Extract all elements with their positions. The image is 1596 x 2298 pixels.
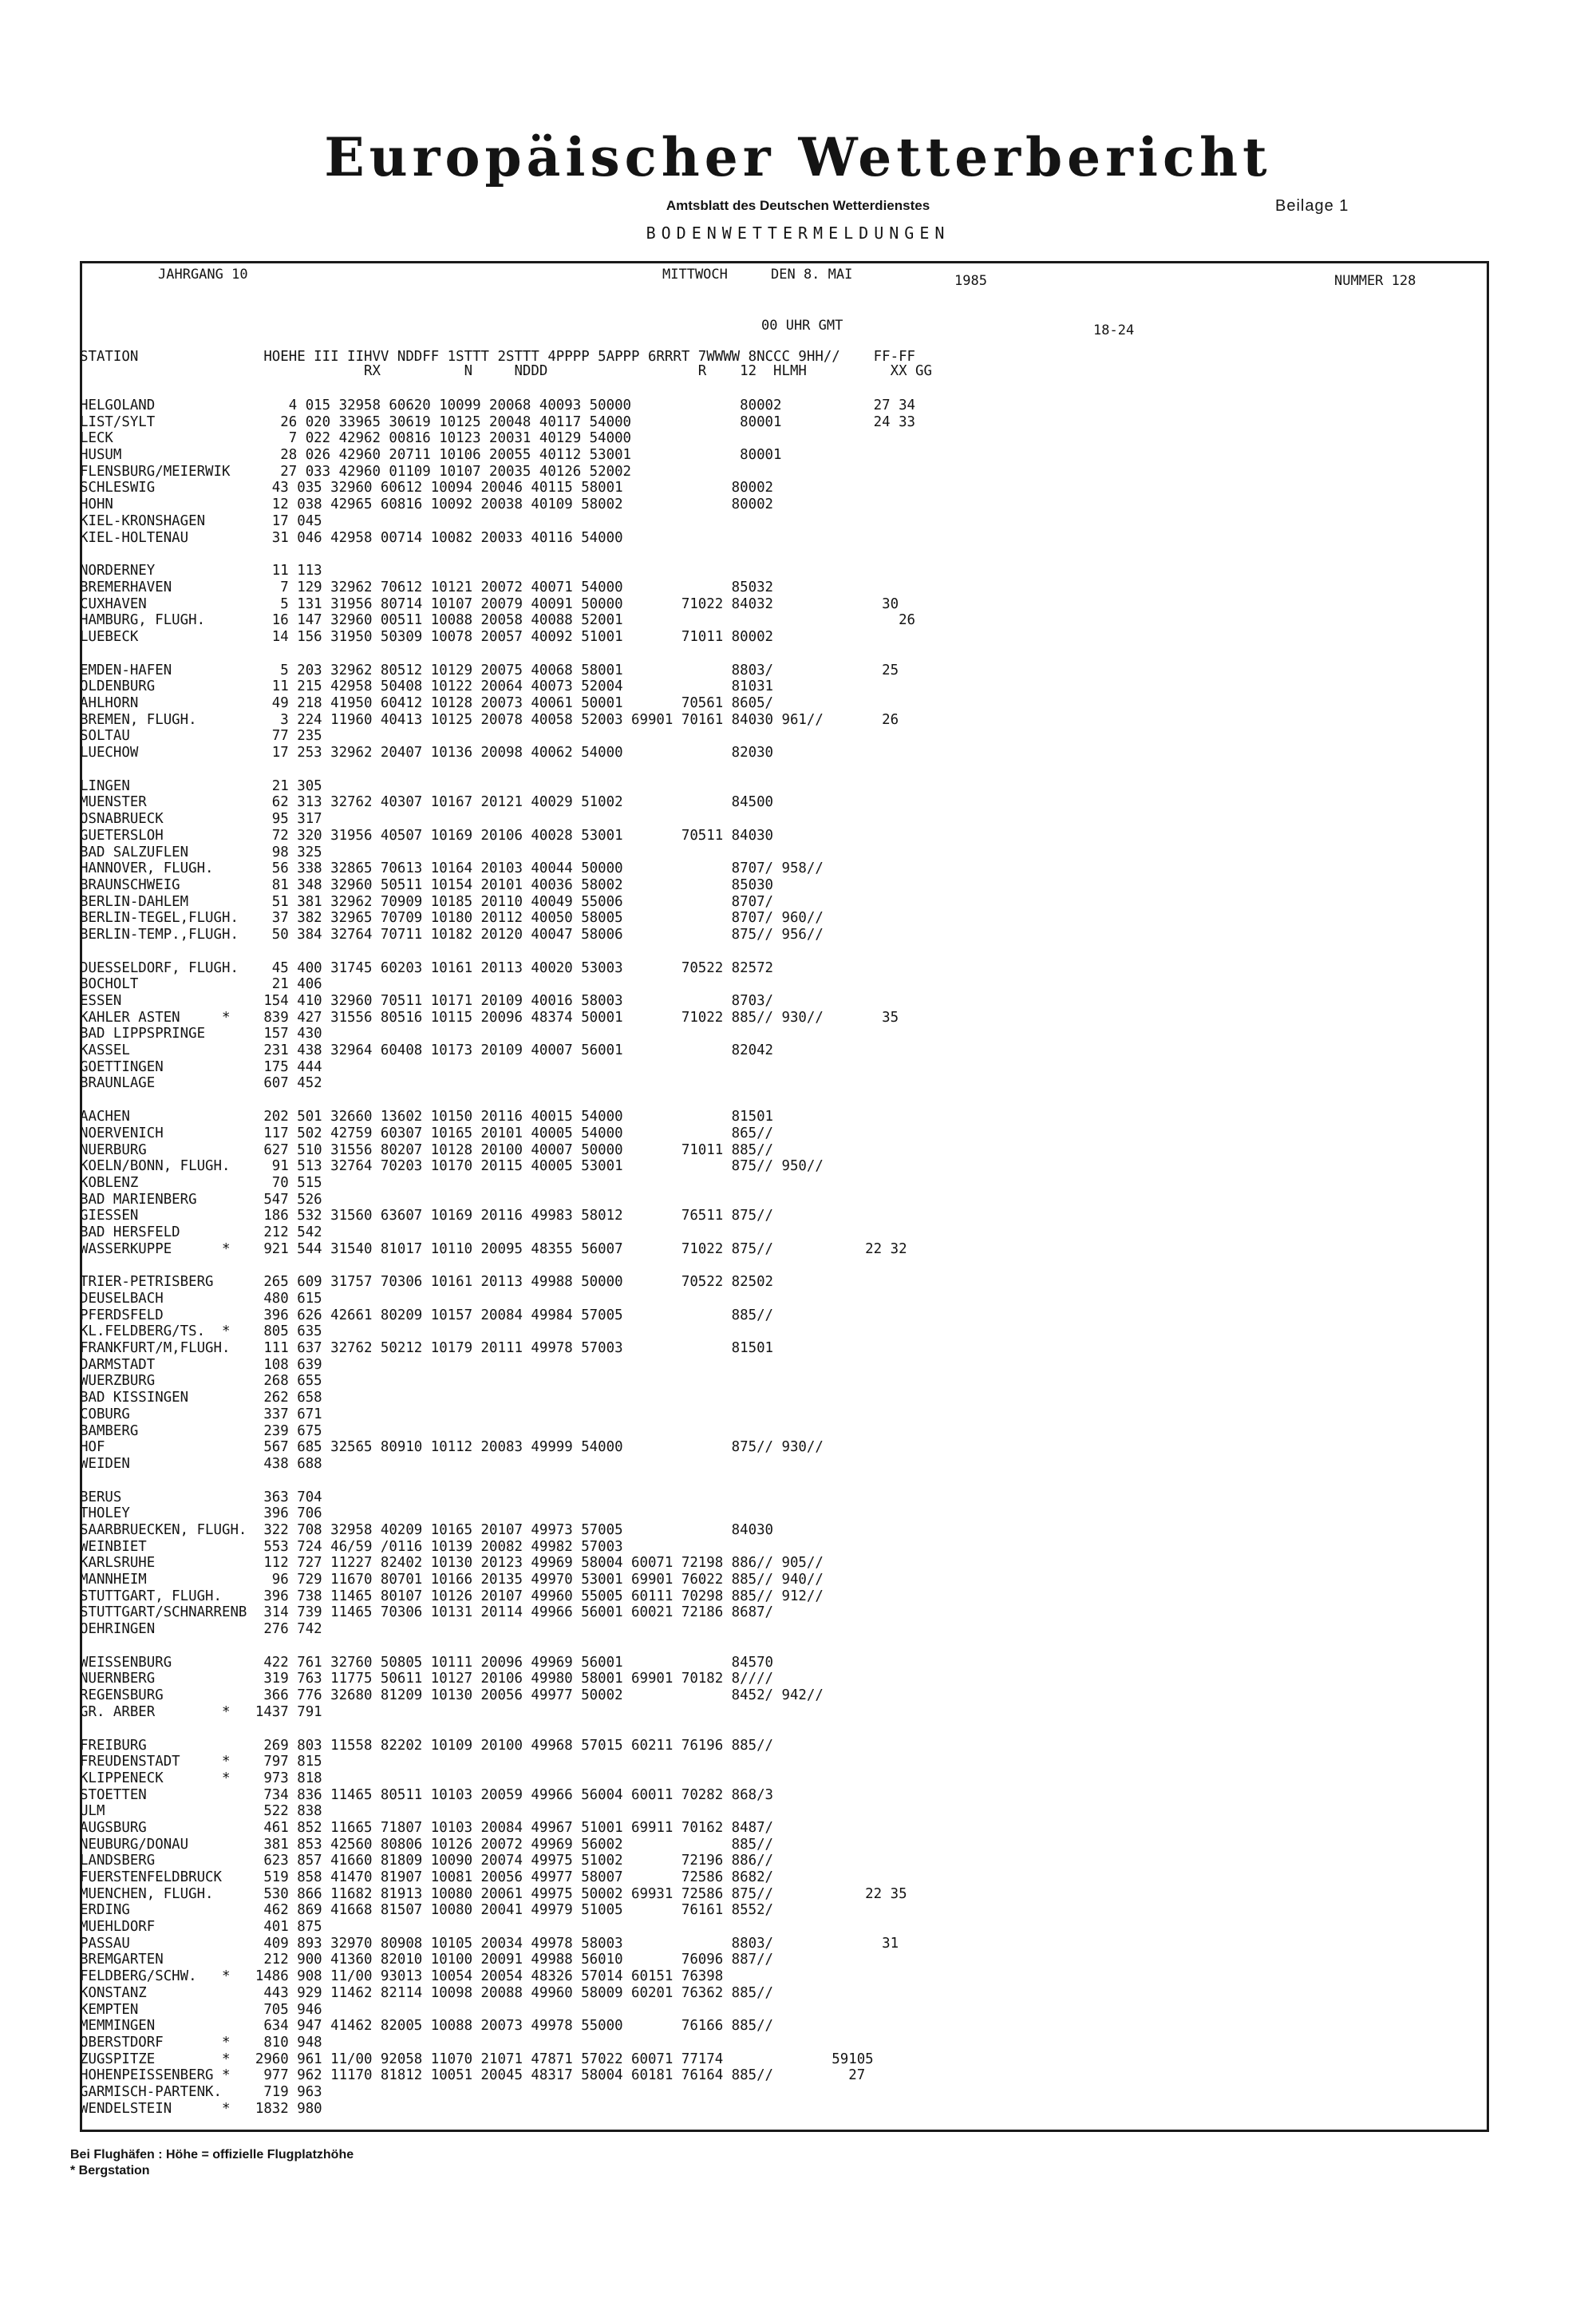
table-row: SOLTAU 77 235 (80, 728, 322, 745)
table-row: DARMSTADT 108 639 (80, 1356, 322, 1373)
table-row: KIEL-KRONSHAGEN 17 045 (80, 512, 322, 529)
table-row: OSNABRUECK 95 317 (80, 811, 322, 828)
table-row: OEHRINGEN 276 742 (80, 1621, 322, 1638)
table-row: SAARBRUECKEN, FLUGH. 322 708 32958 40209 10165 20107 49973 57005 84030 (80, 1521, 774, 1538)
table-row: BERLIN-TEMP.,FLUGH. 50 384 32764 70711 10182 20120 40047 58006 875// 956// (80, 926, 824, 943)
table-row: COBURG 337 671 (80, 1406, 322, 1422)
table-row: GUETERSLOH 72 320 31956 40507 10169 20106 40028 53001 70511 84030 (80, 827, 774, 844)
date-label: DEN 8. MAI (771, 267, 853, 283)
table-row: WENDELSTEIN * 1832 980 (80, 2100, 322, 2117)
table-row: NOERVENICH 117 502 42759 60307 10165 20101 40005 54000 865// (80, 1125, 774, 1141)
footnote-mountain-station: * Bergstation (70, 2164, 150, 2177)
table-row: NUERNBERG 319 763 11775 50611 10127 20106 49980 58001 69901 70182 8//// (80, 1671, 774, 1687)
weekday-label: MITTWOCH (662, 267, 728, 283)
row-spacer (80, 646, 915, 663)
table-row: HOHENPEISSENBERG * 977 962 11170 81812 10051 20045 48317 58004 60181 76164 885// 27 (80, 2067, 866, 2084)
page-title: Europäischer Wetterbericht (324, 126, 1272, 188)
table-row: BERLIN-DAHLEM 51 381 32962 70909 10185 20110 40049 55006 8707/ (80, 893, 774, 910)
table-row: WUERZBURG 268 655 (80, 1373, 322, 1390)
table-row: NORDERNEY 11 113 (80, 563, 322, 579)
table-row: LANDSBERG 623 857 41660 81809 10090 20074 49975 51002 72196 886// (80, 1853, 774, 1869)
table-row: SCHLESWIG 43 035 32960 60612 10094 20046 40115 58001 80002 (80, 480, 774, 496)
jahrgang-label: JAHRGANG 10 (158, 267, 248, 283)
table-row: NEUBURG/DONAU 381 853 42560 80806 10126 20072 49969 56002 885// (80, 1836, 774, 1853)
table-row: LIST/SYLT 26 020 33965 30619 10125 20048 40117 54000 80001 24 33 (80, 413, 916, 430)
column-header-line-1: STATION HOEHE III IIHVV NDDFF 1STTT 2STTT 4PPPP 5APPP 6RRRT 7WWWW 8NCCC 9HH// FF-FF (80, 349, 916, 365)
table-row: LUEBECK 14 156 31950 50309 10078 20057 40092 51001 71011 80002 (80, 628, 774, 645)
nummer-label: NUMMER 128 (1334, 273, 1416, 289)
period-label: 18-24 (1093, 322, 1135, 338)
table-row: KIEL-HOLTENAU 31 046 42958 00714 10082 20033 40116 54000 (80, 529, 623, 546)
table-row: STUTTGART/SCHNARRENB 314 739 11465 70306 10131 20114 49966 56001 60021 72186 8687/ (80, 1604, 774, 1621)
table-row: WEIDEN 438 688 (80, 1455, 322, 1472)
table-row: FUERSTENFELDBRUCK 519 858 41470 81907 10081 20056 49977 58007 72586 8682/ (80, 1869, 774, 1885)
table-row: KL.FELDBERG/TS. * 805 635 (80, 1323, 322, 1340)
table-row: CUXHAVEN 5 131 31956 80714 10107 20079 40091 50000 71022 84032 30 (80, 595, 899, 612)
table-row: MEMMINGEN 634 947 41462 82005 10088 20073 49978 55000 76166 885// (80, 2018, 774, 2035)
column-header-line-2: RX N NDDD R 12 HLMH XX GG (80, 363, 932, 379)
table-row: BREMERHAVEN 7 129 32962 70612 10121 20072 40071 54000 85032 (80, 579, 774, 595)
table-row: FREUDENSTADT * 797 815 (80, 1754, 322, 1770)
row-spacer (80, 1473, 915, 1489)
footnote-airport-height: Bei Flughäfen : Höhe = offizielle Flugplatzhöhe (70, 2148, 354, 2162)
table-row: FLENSBURG/MEIERWIK 27 033 42960 01109 10107 20035 40126 52002 (80, 463, 632, 480)
table-row: WEINBIET 553 724 46/59 /0116 10139 20082 49982 57003 (80, 1538, 623, 1555)
table-row: BRAUNSCHWEIG 81 348 32960 50511 10154 20101 40036 58002 85030 (80, 876, 774, 893)
table-row: PFERDSFELD 396 626 42661 80209 10157 20084 49984 57005 885// (80, 1307, 774, 1323)
column-headers (80, 350, 932, 378)
table-row: LINGEN 21 305 (80, 777, 322, 794)
row-spacer (80, 546, 915, 563)
subtitle: Amtsblatt des Deutschen Wetterdienstes (666, 198, 930, 213)
row-spacer (80, 943, 915, 960)
table-row: FREIBURG 269 803 11558 82202 10109 20100 49968 57015 60211 76196 885// (80, 1737, 774, 1754)
table-row: HOF 567 685 32565 80910 10112 20083 49999 54000 875// 930// (80, 1439, 824, 1456)
table-row: GOETTINGEN 175 444 (80, 1058, 322, 1075)
table-row: AHLHORN 49 218 41950 60412 10128 20073 40061 50001 70561 8605/ (80, 695, 774, 711)
table-row: ULM 522 838 (80, 1803, 322, 1820)
table-row: DUESSELDORF, FLUGH. 45 400 31745 60203 10161 20113 40020 53003 70522 82572 (80, 959, 774, 976)
table-row: MANNHEIM 96 729 11670 80701 10166 20135 49970 53001 69901 76022 885// 940// (80, 1572, 824, 1588)
table-row: NUERBURG 627 510 31556 80207 10128 20100 40007 50000 71011 885// (80, 1141, 774, 1158)
table-row: PASSAU 409 893 32970 80908 10105 20034 49978 58003 8803/ 31 (80, 1935, 899, 1952)
footnotes (70, 2147, 354, 2179)
table-row: KEMPTEN 705 946 (80, 2001, 322, 2018)
table-row: BERUS 363 704 (80, 1489, 322, 1505)
table-row: BAMBERG 239 675 (80, 1422, 322, 1439)
table-row: GR. ARBER * 1437 791 (80, 1703, 322, 1720)
table-row: KLIPPENECK * 973 818 (80, 1770, 322, 1786)
table-row: ERDING 462 869 41668 81507 10080 20041 49979 51005 76161 8552/ (80, 1902, 774, 1919)
table-row: EMDEN-HAFEN 5 203 32962 80512 10129 20075 40068 58001 8803/ 25 (80, 662, 899, 678)
table-row: MUENCHEN, FLUGH. 530 866 11682 81913 10080 20061 49975 50002 69931 72586 875// 22 35 (80, 1885, 907, 1902)
table-row: STOETTEN 734 836 11465 80511 10103 20059 49966 56004 60011 70282 868/3 (80, 1786, 774, 1803)
table-row: HANNOVER, FLUGH. 56 338 32865 70613 10164 20103 40044 50000 8707/ 958// (80, 860, 824, 877)
table-row: BAD SALZUFLEN 98 325 (80, 844, 322, 860)
table-row: BERLIN-TEGEL,FLUGH. 37 382 32965 70709 10180 20112 40050 58005 8707/ 960// (80, 910, 824, 927)
row-spacer (80, 1092, 915, 1109)
table-row: HAMBURG, FLUGH. 16 147 32960 00511 10088 20058 40088 52001 26 (80, 612, 916, 629)
table-row: DEUSELBACH 480 615 (80, 1291, 322, 1307)
table-row: MUEHLDORF 401 875 (80, 1919, 322, 1936)
table-row: BREMEN, FLUGH. 3 224 11960 40413 10125 20078 40058 52003 69901 70161 84030 961// 26 (80, 711, 899, 728)
table-row: OBERSTDORF * 810 948 (80, 2034, 322, 2051)
table-row: STUTTGART, FLUGH. 396 738 11465 80107 10126 20107 49960 55005 60111 70298 885// 912// (80, 1588, 824, 1604)
section-heading: BODENWETTERMELDUNGEN (646, 223, 950, 243)
table-row: OLDENBURG 11 215 42958 50408 10122 20064 40073 52004 81031 (80, 678, 774, 695)
table-row: KONSTANZ 443 929 11462 82114 10098 20088 49960 58009 60201 76362 885// (80, 1984, 774, 2001)
table-row: BAD LIPPSPRINGE 157 430 (80, 1026, 322, 1042)
table-row: LUECHOW 17 253 32962 20407 10136 20098 40062 54000 82030 (80, 745, 774, 761)
table-row: ZUGSPITZE * 2960 961 11/00 92058 11070 21071 47871 57022 60071 77174 59105 (80, 2051, 874, 2067)
table-row: BREMGARTEN 212 900 41360 82010 10100 20091 49988 56010 76096 887// (80, 1952, 774, 1968)
row-spacer (80, 1257, 915, 1274)
table-row: WASSERKUPPE * 921 544 31540 81017 10110 20095 48355 56007 71022 875// 22 32 (80, 1240, 907, 1257)
table-row: BAD KISSINGEN 262 658 (80, 1390, 322, 1406)
table-row: KASSEL 231 438 32964 60408 10173 20109 40007 56001 82042 (80, 1042, 774, 1059)
row-spacer (80, 1721, 915, 1738)
table-row: KOBLENZ 70 515 (80, 1174, 322, 1191)
row-spacer (80, 761, 915, 778)
beilage-label: Beilage 1 (1275, 197, 1349, 215)
table-row: REGENSBURG 366 776 32680 81209 10130 20056 49977 50002 8452/ 942// (80, 1687, 824, 1704)
table-row: KOELN/BONN, FLUGH. 91 513 32764 70203 10170 20115 40005 53001 875// 950// (80, 1158, 824, 1175)
table-row: GARMISCH-PARTENK. 719 963 (80, 2083, 322, 2100)
table-row: AACHEN 202 501 32660 13602 10150 20116 40015 54000 81501 (80, 1109, 774, 1125)
table-row: KARLSRUHE 112 727 11227 82402 10130 20123 49969 58004 60071 72198 886// 905// (80, 1555, 824, 1572)
observations-table (80, 398, 915, 2117)
table-row: TRIER-PETRISBERG 265 609 31757 70306 10161 20113 49988 50000 70522 82502 (80, 1274, 774, 1291)
table-row: HELGOLAND 4 015 32958 60620 10099 20068 40093 50000 80002 27 34 (80, 398, 916, 413)
table-row: BRAUNLAGE 607 452 (80, 1075, 322, 1092)
table-row: BAD MARIENBERG 547 526 (80, 1191, 322, 1208)
table-row: BAD HERSFELD 212 542 (80, 1224, 322, 1240)
table-row: MUENSTER 62 313 32762 40307 10167 20121 40029 51002 84500 (80, 794, 774, 811)
table-row: GIESSEN 186 532 31560 63607 10169 20116 49983 58012 76511 875// (80, 1208, 774, 1224)
year-label: 1985 (954, 273, 987, 289)
table-row: KAHLER ASTEN * 839 427 31556 80516 10115 20096 48374 50001 71022 885// 930// 35 (80, 1009, 899, 1026)
time-label: 00 UHR GMT (761, 318, 843, 334)
table-row: FELDBERG/SCHW. * 1486 908 11/00 93013 10054 20054 48326 57014 60151 76398 (80, 1968, 724, 1985)
table-row: LECK 7 022 42962 00816 10123 20031 40129 54000 (80, 430, 632, 447)
table-row: HUSUM 28 026 42960 20711 10106 20055 40112 53001 80001 (80, 447, 782, 464)
table-row: AUGSBURG 461 852 11665 71807 10103 20084 49967 51001 69911 70162 8487/ (80, 1819, 774, 1836)
table-row: ESSEN 154 410 32960 70511 10171 20109 40016 58003 8703/ (80, 993, 774, 1009)
table-row: THOLEY 396 706 (80, 1505, 322, 1522)
row-spacer (80, 1638, 915, 1655)
table-row: WEISSENBURG 422 761 32760 50805 10111 20096 49969 56001 84570 (80, 1654, 774, 1671)
table-row: BOCHOLT 21 406 (80, 976, 322, 993)
table-row: HOHN 12 038 42965 60816 10092 20038 40109 58002 80002 (80, 496, 774, 513)
table-row: FRANKFURT/M,FLUGH. 111 637 32762 50212 10179 20111 49978 57003 81501 (80, 1340, 774, 1357)
